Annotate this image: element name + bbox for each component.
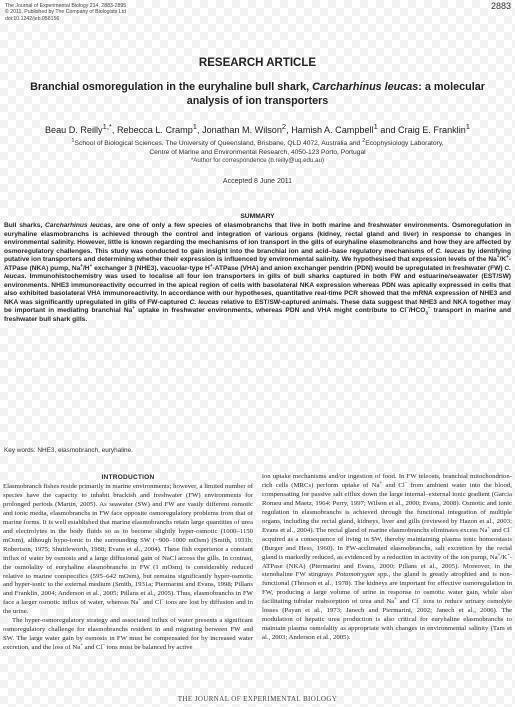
correspondence-email[interactable]: *Author for correspondence (b.reilly@uq.edu.au) [190, 157, 325, 164]
doi-link[interactable]: doi:10.1242/jeb.058156 [5, 15, 60, 22]
body-paragraph: Elasmobranch fishes reside primarily in marine environments; however, a limited number of species have the capacity to inhabit brackish and freshwater (FW) environments for prolonged periods (Martin, 2005). As seawater (SW) and FW are vastly different osmotic and ionic media, elasmobranchs in FW face opposite osmoregulatory problems from that of marine forms. It is well established that marine elasmobranchs retain large quantities of urea and electrolytes in the body fluids so as to become slightly hyper-osmotic (1000–1150 mOsm), although hypo-ionic to the surrounding SW (~900–1000 mOsm) (Smith, 1931b; Robertson, 1975; Shuttleworth, 1988; Evans et al., 2004). These fish experience a constant influx of water by osmosis and a large diffusional gain of NaCl across the gills. In contrast, the osmolality of euryhaline elasmobranchs in FW (1 mOsm) is considerably reduced relative to marine conspecifics (595–642 mOsm), but remains significantly hyper-osmotic and hyper-ionic to the external medium (Smith, 1931a; Piermarini and Evans, 1998; Pillans and Franklin, 2004; Anderson et al., 2005; Pillans et al., 2005). Thus, elasmobranchs in FW face a larger osmotic influx of water, whereas Na+ and Cl– ions are lost by diffusion and in the urine. [3, 483, 253, 616]
page-number: 2883 [490, 1, 511, 11]
body-column-right [262, 473, 512, 643]
copyright-line: © 2011. Published by The Company of Biologists Ltd [5, 9, 126, 16]
summary-text: Bull sharks, Carcharhinus leucas, are one of only a few species of elasmobranchs that live in both marine and freshwater environments. Osmoregulation in euryhaline elasmobranchs is achieved through the control and integration of various organs (kidney, rectal gland and liver) in response to changes in environmental salinity. However, little is known regarding the mechanisms of ion transport in the gills of euryhaline elasmobranchs and how they are affected by osmoregulatory challenges. This study was conducted to gain insight into the branchial ion and acid–base regulatory mechanisms of C. leucas by identifying putative ion transporters and determining whether their expression is influenced by environmental salinity. We hypothesised that expression levels of the Na+/K+-ATPase (NKA) pump, Na+/H+ exchanger 3 (NHE3), vacuolar-type H+-ATPase (VHA) and anion exchanger pendrin (PDN) would be upregulated in freshwater (FW) C. leucas. Immunohistochemistry was used to localise all four ion transporters in gills of bull sharks captured in both FW and estuarine/seawater (EST/SW) environments. NHE3 immunoreactivity occurred in the apical region of cells with basolateral NKA expression whereas PDN was apically expressed in cells that also exhibited basolateral VHA immunoreactivity. In accordance with our hypotheses, quantitative real-time PCR showed that the mRNA expression of NHE3 and NKA was significantly upregulated in gills of FW-captured C. leucas relative to EST/SW-captured animals. These data suggest that NHE3 and NKA together may be important in mediating branchial Na+ uptake in freshwater environments, whereas PDN and VHA might contribute to $Cl^-/HCO_3^-$ transport in marine and freshwater bull shark gills. [4, 222, 511, 324]
journal-metadata [5, 3, 205, 22]
journal-citation: The Journal of Experimental Biology 214, 2883-2895 [5, 3, 127, 9]
author[interactable]: Rebecca L. Cramp$^1$ [116, 122, 197, 136]
body-paragraph: ion uptake mechanisms and/or ingestion of food. In FW teleosts, branchial mitochondrion-rich cells (MRCs) perform uptake of Na+ and Cl– from ambient water into the blood, compensating for passive salt efflux down the large internal–external ionic gradient (Garcia Romeu and Maetz, 1964; Perry, 1997; Wilson et al., 2000; Evans, 2008). Osmotic and ionic regulation in elasmobranchs is achieved through the functional integration of multiple organs, including the rectal gland, kidneys, liver and gills (reviewed by Hazon et al., 2003; Evans et al., 2004). The rectal gland of marine elasmobranchs eliminates excess Na+ and Cl– acquired as a consequence of living in SW, thereby maintaining plasma ionic homeostasis (Burger and Hess, 1960). In FW-acclimated elasmobranchs, salt excretion by the rectal gland is markedly reduced, as evidenced by a reduction in activity of the ion pump, Na+/K+-ATPase (NKA) (Piermarini and Evans, 2000; Pillans et al., 2005). Moreover, in the stenohaline FW stingrays Potamotrygon spp., the gland is greatly atrophied and is non-functional (Thorson et al., 1978). The kidneys are important for effective osmoregulation in FW, producing a large volume of urine in response to osmotic water gain, while also facilitating tubular reabsorption of urea and Na+ and Cl– ions to reduce urinary osmolyte losses (Payan et al., 1973; Janech and Piermarini, 2002; Janech et al., 2006). The modulation of hepatic urea production is also critical for euryhaline elasmobranchs to maintain plasma osmolality as appropriate with changes in environmental salinity (Tam et al., 2003; Anderson et al., 2005). [262, 473, 513, 642]
author[interactable]: Hamish A. Campbell$^1$ [291, 122, 378, 136]
journal-footer: THE JOURNAL OF EXPERIMENTAL BIOLOGY [177, 695, 338, 703]
body-column-left [3, 473, 253, 653]
article-type: RESEARCH ARTICLE [198, 57, 317, 69]
article-title [20, 80, 495, 108]
title-species: Carcharhinus leucas [312, 81, 419, 93]
affiliations: $^1$School of Biological Sciences, The University of Queensland, Brisbane, QLD 4072, Australia and $^2$Ecophysiology Laboratory, Centre of Marine and Environmental Research, 4050-123 Porto, Portugal [71, 138, 444, 157]
title-part-1: Branchial osmoregulation in the euryhaline bull shark, [30, 81, 313, 93]
introduction-heading: INTRODUCTION [101, 474, 155, 481]
author[interactable]: Craig E. Franklin$^1$ [398, 122, 470, 136]
author[interactable]: Beau D. Reilly$^{1,*}$ [44, 122, 112, 136]
title-part-2: : a molecular analysis of ion transporters [186, 81, 485, 107]
accepted-date: Accepted 8 June 2011 [222, 178, 293, 185]
author-list: Beau D. Reilly$^{1,*}$, Rebecca L. Cramp$^1$, Jonathan M. Wilson$^2$, Hamish A. Campbell$^1$ and Craig E. Franklin$^1$ [44, 122, 470, 136]
author[interactable]: Jonathan M. Wilson$^2$ [202, 122, 287, 136]
keywords: Key words: NHE3, elasmobranch, euryhaline. [4, 447, 133, 454]
summary-heading: SUMMARY [240, 213, 275, 220]
body-paragraph: The hyper-osmoregulatory strategy and associated influx of water presents a significant osmoregulatory challenge for elasmobranchs resident in and migrating between FW and SW. The large water gain by osmosis in FW must be compensated for by increased water excretion, and the loss of Na+ and Cl– ions must be balanced by active [3, 617, 253, 652]
